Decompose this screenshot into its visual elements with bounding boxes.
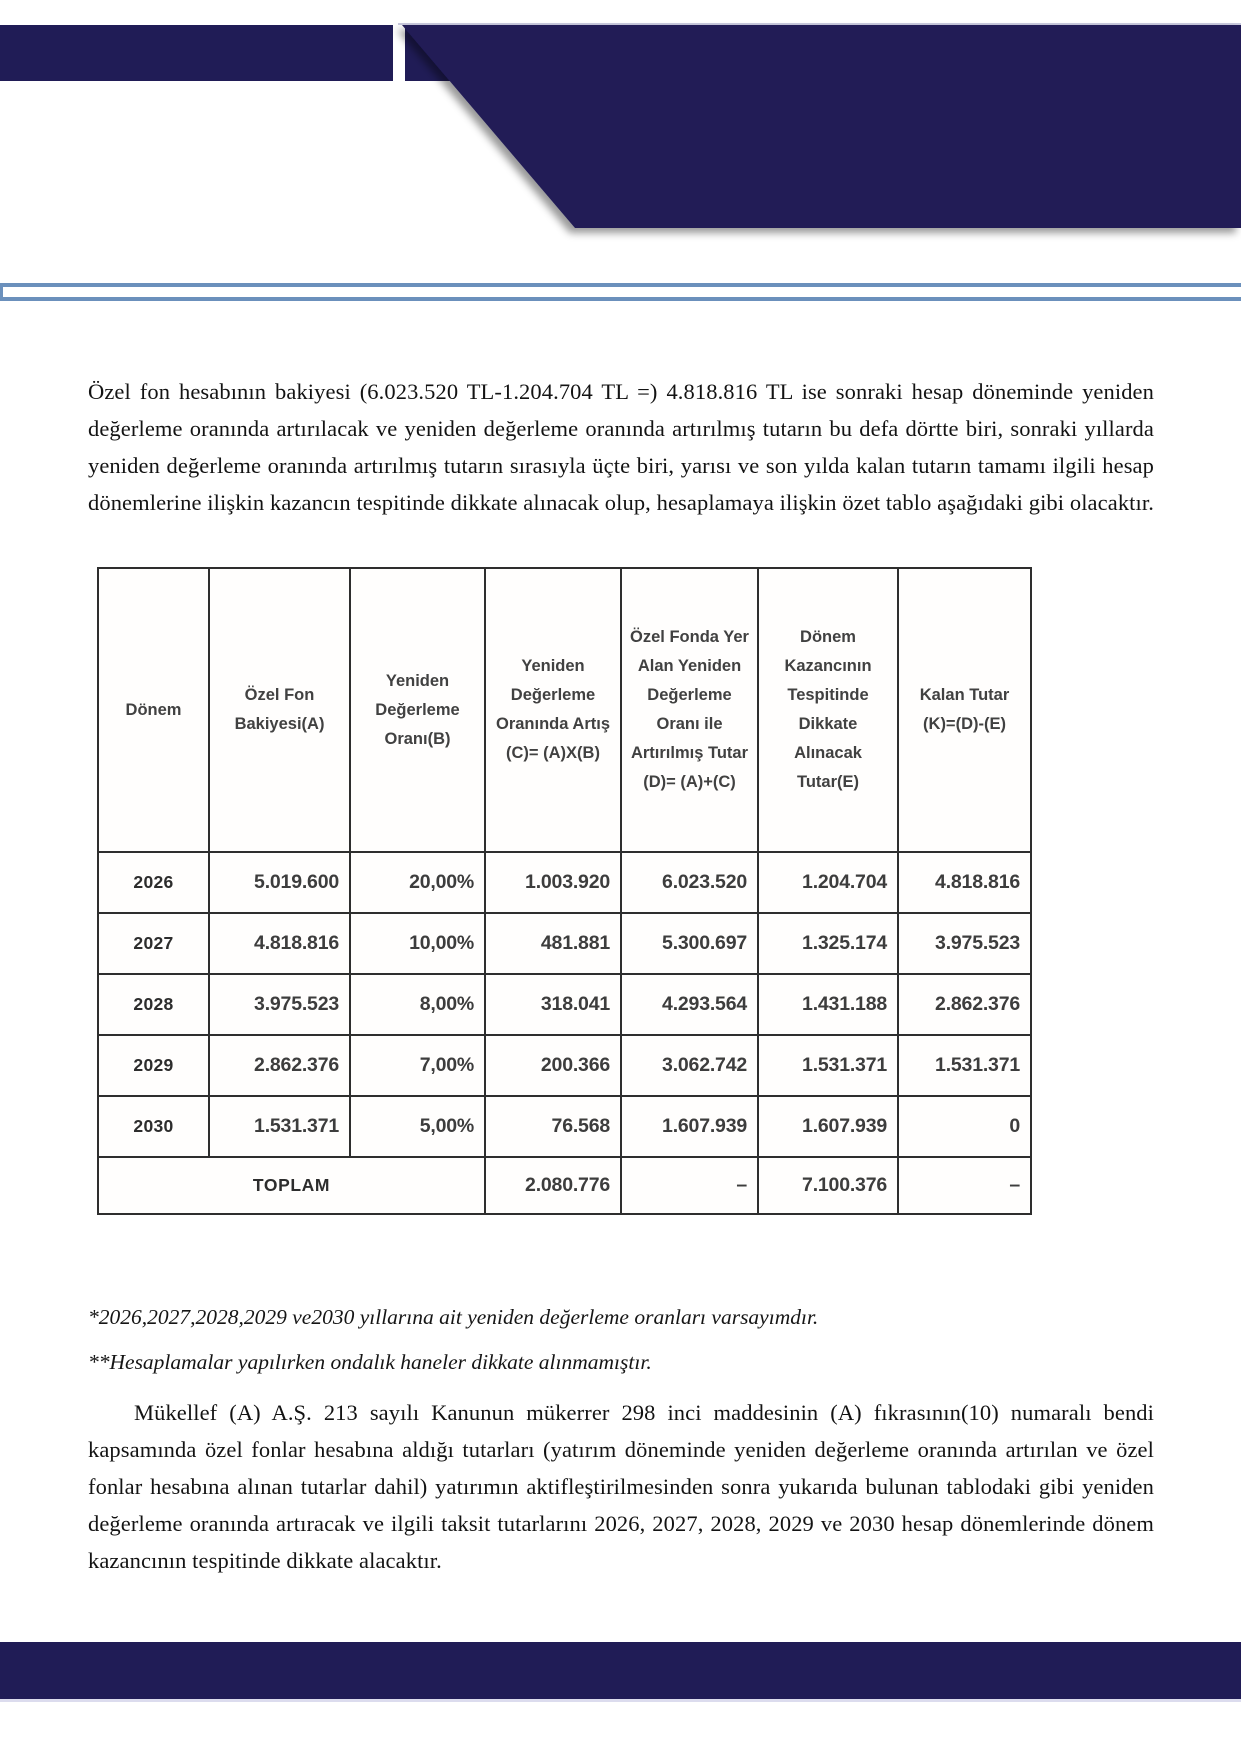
header-band-left: [0, 25, 393, 81]
total-value-cell: –: [898, 1157, 1031, 1214]
value-cell: 7,00%: [350, 1035, 485, 1096]
value-cell: 1.531.371: [209, 1096, 350, 1157]
value-cell: 200.366: [485, 1035, 621, 1096]
footnote-assumption: *2026,2027,2028,2029 ve2030 yıllarına ait yeniden değerleme oranları varsayımdır.: [88, 1304, 819, 1329]
value-cell: 6.023.520: [621, 852, 758, 913]
revaluation-calculation-table: [97, 567, 1032, 1215]
value-cell: 2.862.376: [209, 1035, 350, 1096]
table-row: [98, 974, 1031, 1035]
value-cell: 2.862.376: [898, 974, 1031, 1035]
table-row: [98, 852, 1031, 913]
value-cell: 1.607.939: [758, 1096, 898, 1157]
value-cell: 1.531.371: [898, 1035, 1031, 1096]
value-cell: 1.531.371: [758, 1035, 898, 1096]
value-cell: 1.325.174: [758, 913, 898, 974]
year-cell: 2027: [98, 913, 209, 974]
table-row: [98, 1096, 1031, 1157]
total-label-cell: TOPLAM: [98, 1157, 485, 1214]
total-value-cell: 2.080.776: [485, 1157, 621, 1214]
header-top-light-line: [398, 23, 1241, 25]
value-cell: 8,00%: [350, 974, 485, 1035]
table-row: [98, 913, 1031, 974]
value-cell: 4.293.564: [621, 974, 758, 1035]
footer-band: [0, 1642, 1241, 1702]
col-header-artirilmis-tutar: Özel Fonda Yer Alan Yeniden Değerleme Oranı ile Artırılmış Tutar (D)= (A)+(C): [621, 568, 758, 852]
col-header-kalan-tutar: Kalan Tutar (K)=(D)-(E): [898, 568, 1031, 852]
value-cell: 3.975.523: [898, 913, 1031, 974]
value-cell: 5.019.600: [209, 852, 350, 913]
value-cell: 20,00%: [350, 852, 485, 913]
value-cell: 10,00%: [350, 913, 485, 974]
header-trapezoid: [402, 25, 1241, 228]
value-cell: 0: [898, 1096, 1031, 1157]
value-cell: 318.041: [485, 974, 621, 1035]
total-value-cell: –: [621, 1157, 758, 1214]
col-header-donem: Dönem: [98, 568, 209, 852]
year-cell: 2030: [98, 1096, 209, 1157]
value-cell: 1.607.939: [621, 1096, 758, 1157]
value-cell: 76.568: [485, 1096, 621, 1157]
year-cell: 2029: [98, 1035, 209, 1096]
value-cell: 3.062.742: [621, 1035, 758, 1096]
horizontal-divider-rule: [0, 283, 1241, 301]
value-cell: 1.003.920: [485, 852, 621, 913]
value-cell: 4.818.816: [898, 852, 1031, 913]
intro-paragraph: Özel fon hesabının bakiyesi (6.023.520 TL-1.204.704 TL =) 4.818.816 TL ise sonraki hesap döneminde yeniden değerleme oranında artırılacak ve yeniden değerleme oranında artırılmış tutarın bu defa dörtte biri, sonraki yıllarda yeniden değerleme oranında artırılmış tutarın sırasıyla üçte biri, yarısı ve son yılda kalan tutarın tamamı ilgili hesap dönemlerine ilişkin kazancın tespitinde dikkate alınacak olup, hesaplamaya ilişkin özet tablo aşağıdaki gibi olacaktır.: [88, 378, 1154, 515]
table-total-row: [98, 1157, 1031, 1214]
year-cell: 2026: [98, 852, 209, 913]
closing-paragraph: Mükellef (A) A.Ş. 213 sayılı Kanunun mükerrer 298 inci maddesinin (A) fıkrasının(10) numaralı bendi kapsamında özel fonlar hesabına aldığı tutarları (yatırım döneminde yeniden değerleme oranında artırılan ve özel fonlar hesabına alınan tutarlar dahil) yatırımın aktifleştirilmesinden sonra yukarıda bulunan tablodaki gibi yeniden değerleme oranında artıracak ve ilgili taksit tutarlarını 2026, 2027, 2028, 2029 ve 2030 hesap dönemlerinde dönem kazancının tespitinde dikkate alacaktır.: [88, 1399, 1154, 1573]
value-cell: 1.204.704: [758, 852, 898, 913]
col-header-dikkate-alinacak-tutar: Dönem Kazancının Tespitinde Dikkate Alınacak Tutar(E): [758, 568, 898, 852]
col-header-ozel-fon-bakiyesi: Özel Fon Bakiyesi(A): [209, 568, 350, 852]
col-header-yeniden-degerleme-orani: Yeniden Değerleme Oranı(B): [350, 568, 485, 852]
year-cell: 2028: [98, 974, 209, 1035]
value-cell: 3.975.523: [209, 974, 350, 1035]
table-header-row: [98, 568, 1031, 852]
value-cell: 1.431.188: [758, 974, 898, 1035]
header-banner-art: [0, 0, 1241, 245]
value-cell: 5,00%: [350, 1096, 485, 1157]
total-value-cell: 7.100.376: [758, 1157, 898, 1214]
col-header-oraninda-artis: Yeniden Değerleme Oranında Artış (C)= (A)X(B): [485, 568, 621, 852]
value-cell: 481.881: [485, 913, 621, 974]
table-row: [98, 1035, 1031, 1096]
value-cell: 4.818.816: [209, 913, 350, 974]
value-cell: 5.300.697: [621, 913, 758, 974]
footnote-decimals: **Hesaplamalar yapılırken ondalık haneler dikkate alınmamıştır.: [88, 1349, 652, 1374]
